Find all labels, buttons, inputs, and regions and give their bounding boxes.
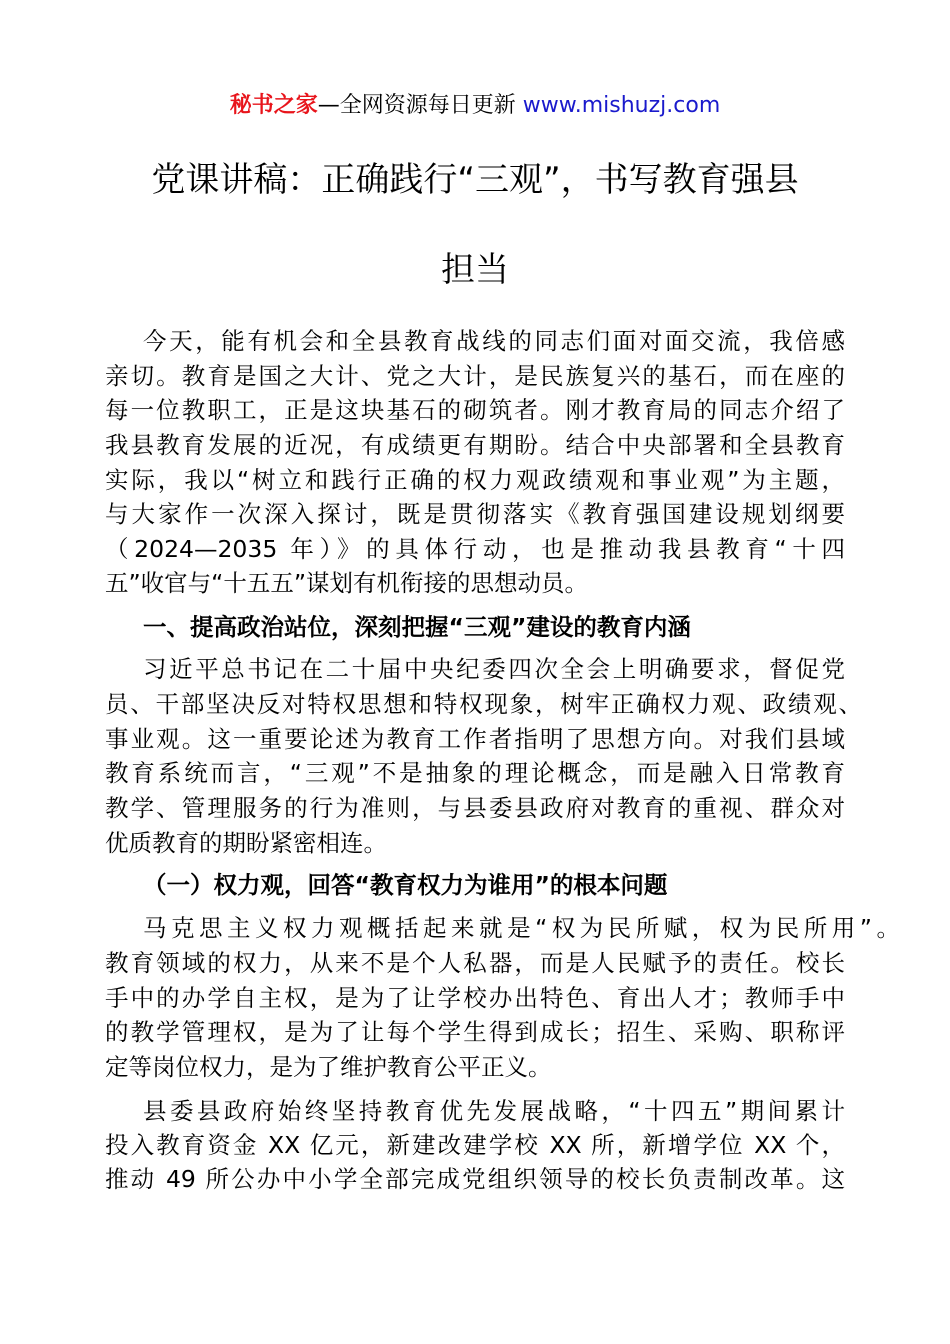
paragraph-line: 县委县政府始终坚持教育优先发展战略，“十四五”期间累计 bbox=[143, 1097, 845, 1125]
paragraph-line: 我县教育发展的近况，有成绩更有期盼。结合中央部署和全县教育 bbox=[105, 431, 845, 459]
paragraph-line: 优质教育的期盼紧密相连。 bbox=[105, 829, 387, 857]
paragraph-line: 与大家作一次深入探讨，既是贯彻落实《教育强国建设规划纲要 bbox=[105, 500, 845, 528]
paragraph-line: 事业观。这一重要论述为教育工作者指明了思想方向。对我们县域 bbox=[105, 725, 845, 753]
tagline: —全网资源每日更新 bbox=[317, 93, 523, 118]
paragraph-line: 五”收官与“十五五”谋划有机衔接的思想动员。 bbox=[105, 569, 589, 597]
paragraph-line: 推动 49 所公办中小学全部完成党组织领导的校长负责制改革。这 bbox=[105, 1165, 845, 1193]
section-heading: 一、提高政治站位，深刻把握“三观”建设的教育内涵 bbox=[143, 613, 691, 641]
site-link[interactable]: www.mishuzj.com bbox=[522, 93, 721, 118]
paragraph-line: 投入教育资金 XX 亿元，新建改建学校 XX 所，新增学位 XX 个， bbox=[105, 1131, 845, 1159]
paragraph-line: 教育系统而言，“三观”不是抽象的理论概念，而是融入日常教育 bbox=[105, 759, 845, 787]
paragraph-line: 手中的办学自主权，是为了让学校办出特色、育出人才；教师手中 bbox=[105, 984, 845, 1012]
paragraph-line: 教学、管理服务的行为准则，与县委县政府对教育的重视、群众对 bbox=[105, 794, 845, 822]
document-title-line-2: 担当 bbox=[441, 250, 509, 290]
site-banner bbox=[0, 88, 950, 119]
paragraph-line: 今天，能有机会和全县教育战线的同志们面对面交流，我倍感 bbox=[143, 327, 845, 355]
paragraph-line: 每一位教职工，正是这块基石的砌筑者。刚才教育局的同志介绍了 bbox=[105, 396, 845, 424]
paragraph-line: 实际，我以“树立和践行正确的权力观政绩观和事业观”为主题， bbox=[105, 466, 845, 494]
paragraph-line: 教育领域的权力，从来不是个人私器，而是人民赋予的责任。校长 bbox=[105, 949, 845, 977]
paragraph-line: 马克思主义权力观概括起来就是“权为民所赋，权为民所用”。 bbox=[143, 914, 900, 942]
brand-name: 秘书之家 bbox=[229, 93, 318, 118]
paragraph-line: 定等岗位权力，是为了维护教育公平正义。 bbox=[105, 1053, 552, 1081]
document-title-line-1: 党课讲稿：正确践行“三观”，书写教育强县 bbox=[151, 160, 799, 200]
section-heading: （一）权力观，回答“教育权力为谁用”的根本问题 bbox=[143, 871, 668, 899]
paragraph-line: （2024—2035 年）》的具体行动，也是推动我县教育“十四 bbox=[105, 535, 845, 563]
paragraph-line: 的教学管理权，是为了让每个学生得到成长；招生、采购、职称评 bbox=[105, 1018, 845, 1046]
paragraph-line: 亲切。教育是国之大计、党之大计，是民族复兴的基石，而在座的 bbox=[105, 362, 845, 390]
paragraph-line: 习近平总书记在二十届中央纪委四次全会上明确要求，督促党 bbox=[143, 655, 845, 683]
paragraph-line: 员、干部坚决反对特权思想和特权现象，树牢正确权力观、政绩观、 bbox=[105, 690, 862, 718]
